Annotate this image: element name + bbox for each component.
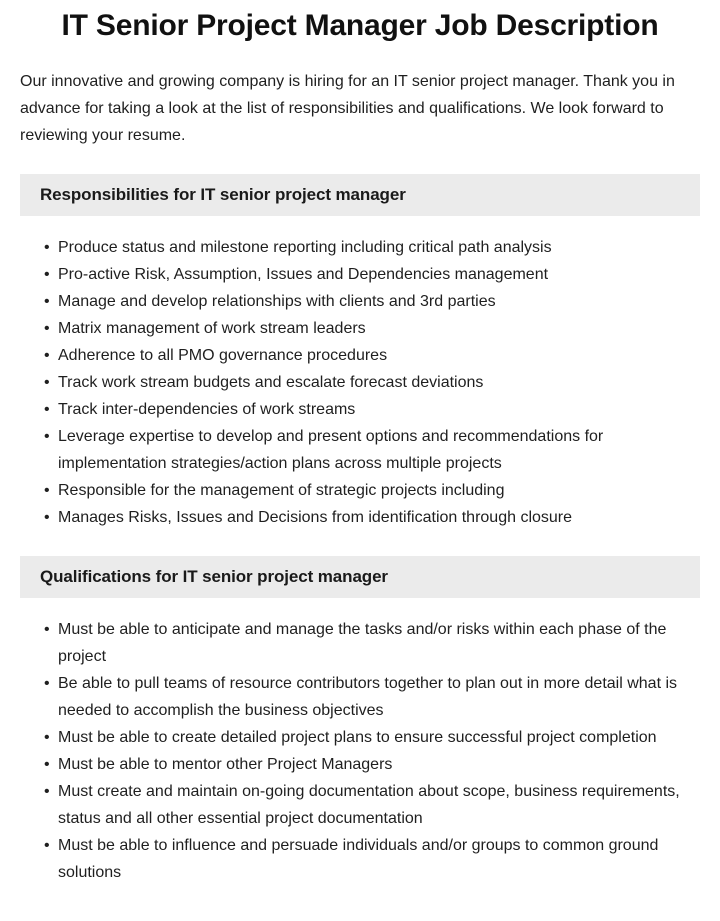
section-heading-label: Responsibilities for IT senior project manager <box>40 185 406 204</box>
list-item: • Must be able to anticipate and manage the tasks and/or risks within each phase of the project <box>44 616 698 670</box>
intro-paragraph: Our innovative and growing company is hiring for an IT senior project manager. Thank you in advance for taking a look at the list of responsibilities and qualifications. We look forward to reviewing your resume. <box>20 73 675 144</box>
list-item: • Leverage expertise to develop and present options and recommendations for implementation strategies/action plans across multiple projects <box>44 423 698 477</box>
list-item: • Must be able to influence and persuade individuals and/or groups to common ground solutions <box>44 832 698 886</box>
section-qualifications <box>0 556 720 886</box>
section-header-qualifications <box>20 556 700 598</box>
section-responsibilities <box>0 174 720 531</box>
list-item: • Responsible for the management of strategic projects including <box>44 477 698 504</box>
qualifications-list <box>0 598 720 886</box>
list-item: • Must be able to mentor other Project Managers <box>44 751 698 778</box>
list-item: • Matrix management of work stream leaders <box>44 315 698 342</box>
list-item: • Pro-active Risk, Assumption, Issues and Dependencies management <box>44 261 698 288</box>
list-item: • Track inter-dependencies of work streams <box>44 396 698 423</box>
list-item: • Track work stream budgets and escalate forecast deviations <box>44 369 698 396</box>
list-item: • Produce status and milestone reporting including critical path analysis <box>44 234 698 261</box>
list-item: • Must be able to create detailed project plans to ensure successful project completion <box>44 724 698 751</box>
list-item: • Be able to pull teams of resource contributors together to plan out in more detail what is needed to accomplish the business objectives <box>44 670 698 724</box>
page-title: IT Senior Project Manager Job Description <box>61 9 659 42</box>
responsibilities-list <box>0 216 720 531</box>
list-item: • Must create and maintain on-going documentation about scope, business requirements, status and all other essential project documentation <box>44 778 698 832</box>
list-item: • Adherence to all PMO governance procedures <box>44 342 698 369</box>
list-item: • Manages Risks, Issues and Decisions from identification through closure <box>44 504 698 531</box>
list-item: • Manage and develop relationships with clients and 3rd parties <box>44 288 698 315</box>
section-header-responsibilities <box>20 174 700 216</box>
section-heading-label: Qualifications for IT senior project manager <box>40 567 388 586</box>
